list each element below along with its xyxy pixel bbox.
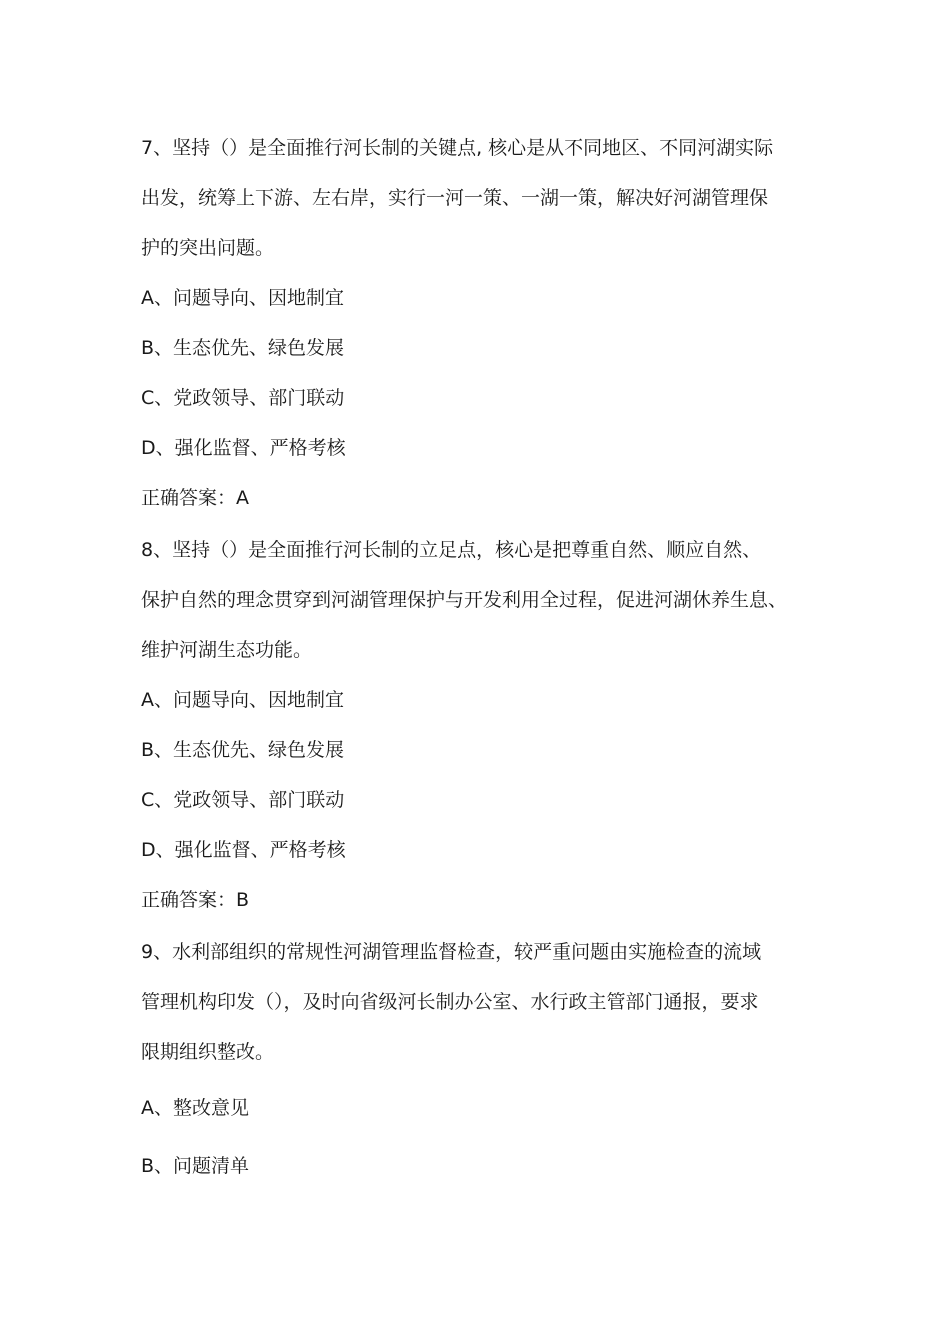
correct-answer: 正确答案：A bbox=[141, 487, 249, 509]
question-stem-line: 出发，统筹上下游、左右岸，实行一河一策、一湖一策，解决好河湖管理保 bbox=[141, 187, 769, 209]
option-a: A、整改意见 bbox=[141, 1097, 249, 1119]
question-stem-line: 8、坚持（）是全面推行河长制的立足点，核心是把尊重自然、顺应自然、 bbox=[141, 539, 762, 561]
option-d: D、强化监督、严格考核 bbox=[141, 437, 346, 459]
option-b: B、问题清单 bbox=[141, 1155, 250, 1177]
question-stem-line: 护的突出问题。 bbox=[141, 237, 275, 259]
question-stem-line: 限期组织整改。 bbox=[141, 1041, 275, 1063]
option-b: B、生态优先、绿色发展 bbox=[141, 337, 345, 359]
option-b: B、生态优先、绿色发展 bbox=[141, 739, 345, 761]
question-stem-line: 7、坚持（）是全面推行河长制的关键点, 核心是从不同地区、不同河湖实际 bbox=[141, 137, 774, 159]
option-a: A、问题导向、因地制宜 bbox=[141, 287, 344, 309]
option-d: D、强化监督、严格考核 bbox=[141, 839, 346, 861]
question-stem-line: 管理机构印发（），及时向省级河长制办公室、水行政主管部门通报，要求 bbox=[141, 991, 759, 1013]
option-c: C、党政领导、部门联动 bbox=[141, 789, 345, 811]
question-stem-line: 维护河湖生态功能。 bbox=[141, 639, 313, 661]
question-stem-line: 9、水利部组织的常规性河湖管理监督检查，较严重问题由实施检查的流域 bbox=[141, 941, 762, 963]
option-a: A、问题导向、因地制宜 bbox=[141, 689, 344, 711]
option-c: C、党政领导、部门联动 bbox=[141, 387, 345, 409]
question-stem-line: 保护自然的理念贯穿到河湖管理保护与开发利用全过程，促进河湖休养生息、 bbox=[141, 589, 788, 611]
correct-answer: 正确答案：B bbox=[141, 889, 250, 911]
